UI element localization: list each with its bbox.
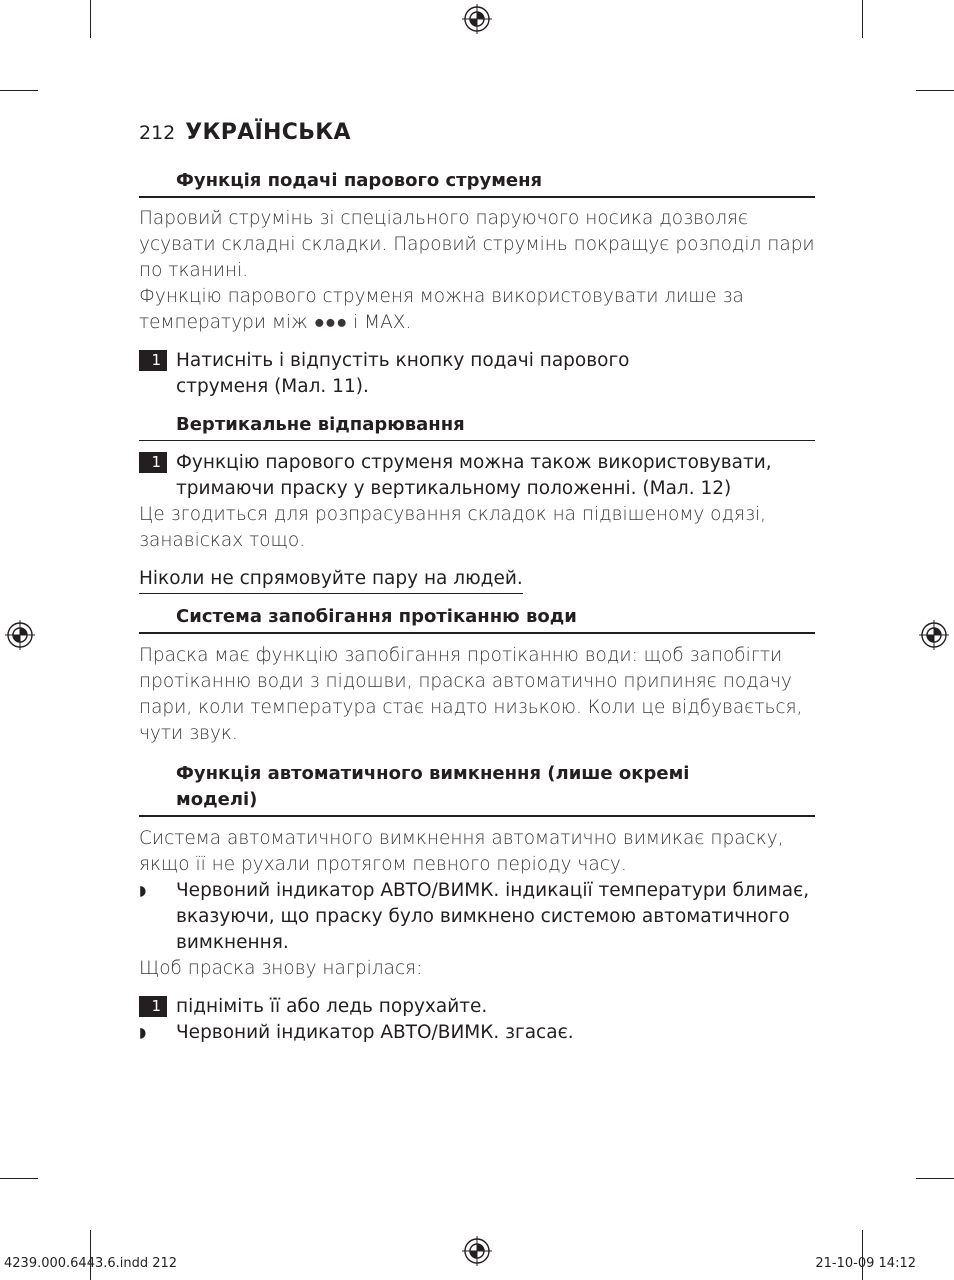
crop-mark bbox=[0, 1178, 38, 1179]
crop-mark bbox=[916, 90, 954, 91]
step-item bbox=[139, 450, 815, 502]
crop-mark bbox=[862, 0, 863, 38]
warning-text: Ніколи не спрямовуйте пару на людей. bbox=[139, 566, 523, 594]
section-title: Вертикальне відпарювання bbox=[139, 412, 815, 441]
paragraph: Система автоматичного вимкнення автоматично вимикає праску, якщо її не рухали протягом певного періоду часу. bbox=[139, 828, 784, 875]
step-number: 1 bbox=[139, 350, 167, 371]
paragraph: Це згодиться для розпрасування складок на підвішеному одязі, занавісках тощо. bbox=[139, 504, 766, 551]
bullet-icon: ◗ bbox=[139, 883, 147, 899]
page-content bbox=[139, 168, 815, 1046]
bullet-icon: ◗ bbox=[139, 1025, 147, 1041]
section-title: Система запобігання протіканню води bbox=[139, 604, 815, 634]
registration-mark-icon bbox=[462, 1236, 492, 1266]
registration-mark-icon bbox=[919, 620, 949, 650]
registration-mark-icon bbox=[462, 4, 492, 34]
crop-mark bbox=[90, 0, 91, 38]
bullet-item bbox=[139, 878, 815, 956]
crop-mark bbox=[0, 90, 38, 91]
crop-mark bbox=[862, 1230, 863, 1280]
step-text: Натисніть і відпустіть кнопку подачі парового струменя (Мал. 11). bbox=[176, 350, 630, 397]
footer-file-info: 4239.000.6443.6.indd 212 bbox=[4, 1256, 178, 1271]
step-text: Функцію парового струменя можна також використовувати, тримаючи праску у вертикальному положенні. (Мал. 12) bbox=[176, 452, 772, 499]
step-number: 1 bbox=[139, 452, 167, 473]
section-title: Функція подачі парового струменя bbox=[139, 168, 815, 198]
paragraph: Щоб праска знову нагрілася: bbox=[139, 958, 423, 979]
page-header bbox=[139, 120, 351, 145]
step-number: 1 bbox=[139, 996, 167, 1017]
registration-mark-icon bbox=[5, 620, 35, 650]
paragraph: Праска має функцію запобігання протіканню води: щоб запобігти протіканню води з підошви, праска автоматично припиняє подачу пари, коли температура стає надто низькою. Коли це відбувається, чути звук. bbox=[139, 645, 803, 744]
step-item bbox=[139, 994, 815, 1020]
crop-mark bbox=[90, 1230, 91, 1280]
language-title: УКРАЇНСЬКА bbox=[185, 120, 351, 145]
step-text: підніміть її або ледь порухайте. bbox=[176, 996, 488, 1017]
footer-date: 21-10-09 14:12 bbox=[815, 1256, 916, 1271]
paragraph: Функцію парового струменя можна використовувати лише за температури між ●●● і MAX. bbox=[139, 286, 744, 333]
page-number: 212 bbox=[139, 122, 176, 144]
section-title: Функція автоматичного вимкнення (лише окремі моделі) bbox=[139, 761, 815, 817]
bullet-text: Червоний індикатор АВТО/ВИМК. згасає. bbox=[176, 1022, 574, 1043]
step-item bbox=[139, 348, 815, 400]
paragraph: Паровий струмінь зі спеціального паруючого носика дозволяє усувати складні складки. Паровий струмінь покращує розподіл пари по тканині. bbox=[139, 208, 815, 281]
bullet-text: Червоний індикатор АВТО/ВИМК. індикації температури блимає, вказуючи, що праску було вимкнено системою автоматичного вимкнення. bbox=[176, 880, 810, 953]
bullet-item bbox=[139, 1020, 815, 1046]
crop-mark bbox=[916, 1178, 954, 1179]
